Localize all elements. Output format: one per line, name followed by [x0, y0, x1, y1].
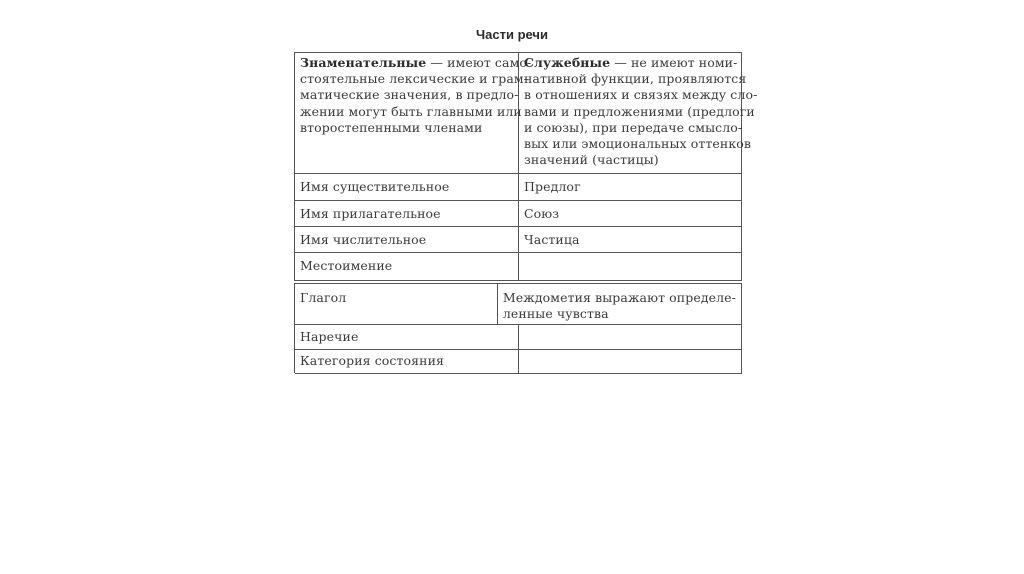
parts-of-speech-table-continued: [294, 283, 742, 373]
table-row: [295, 325, 742, 350]
header-notional-text: матические значения, в предло-: [300, 87, 519, 103]
table-row: [295, 253, 741, 280]
header-notional-text: второстепенными членами: [300, 119, 483, 135]
header-cell-functional: [519, 53, 762, 173]
header-functional-text: вых или эмоциональных оттенков: [524, 136, 752, 152]
table-row: [295, 201, 741, 227]
header-notional-text: — имеют само-: [426, 55, 532, 70]
table-row: [295, 350, 742, 374]
header-functional-term: Служебные: [524, 55, 611, 70]
header-notional-term: Знаменательные: [300, 55, 427, 70]
header-notional-text: жении могут быть главными или: [300, 103, 522, 119]
header-functional-text: — не имеют номи-: [610, 55, 738, 70]
header-cell-notional: [295, 53, 532, 173]
table-cell: [498, 284, 742, 324]
table-cell: Глагол: [295, 284, 498, 324]
table-cell-text: Междометия выражают определе-: [502, 290, 736, 305]
table-row: [295, 284, 742, 325]
table-cell: Частица: [524, 232, 580, 247]
table-cell: [519, 253, 741, 280]
header-notional-text: стоятельные лексические и грам-: [300, 71, 529, 87]
table-cell: [519, 325, 742, 349]
table-cell: Имя прилагательное: [295, 201, 519, 226]
page-title: Части речи: [476, 27, 548, 42]
header-functional-text: нативной функции, проявляются: [524, 71, 747, 87]
table-cell: [519, 350, 742, 373]
table-cell: Категория состояния: [295, 350, 519, 373]
table-header-row: [295, 53, 758, 174]
table-cell: Наречие: [295, 325, 519, 349]
table-row: [295, 227, 741, 253]
table-row: [295, 174, 741, 201]
table-cell: Имя существительное: [295, 174, 519, 200]
header-functional-text: вами и предложениями (предлоги: [524, 103, 755, 119]
table-cell: Союз: [524, 206, 560, 221]
table-cell-text: ленные чувства: [502, 306, 609, 321]
header-functional-text: в отношениях и связях между сло-: [524, 87, 758, 103]
header-functional-text: значений (частицы): [524, 152, 659, 168]
table-cell: Имя числительное: [295, 227, 519, 252]
parts-of-speech-table: [294, 52, 758, 281]
header-functional-text: и союзы), при передаче смысло-: [524, 119, 743, 135]
table-cell: Местоимение: [295, 253, 519, 280]
table-cell: Предлог: [524, 179, 581, 194]
